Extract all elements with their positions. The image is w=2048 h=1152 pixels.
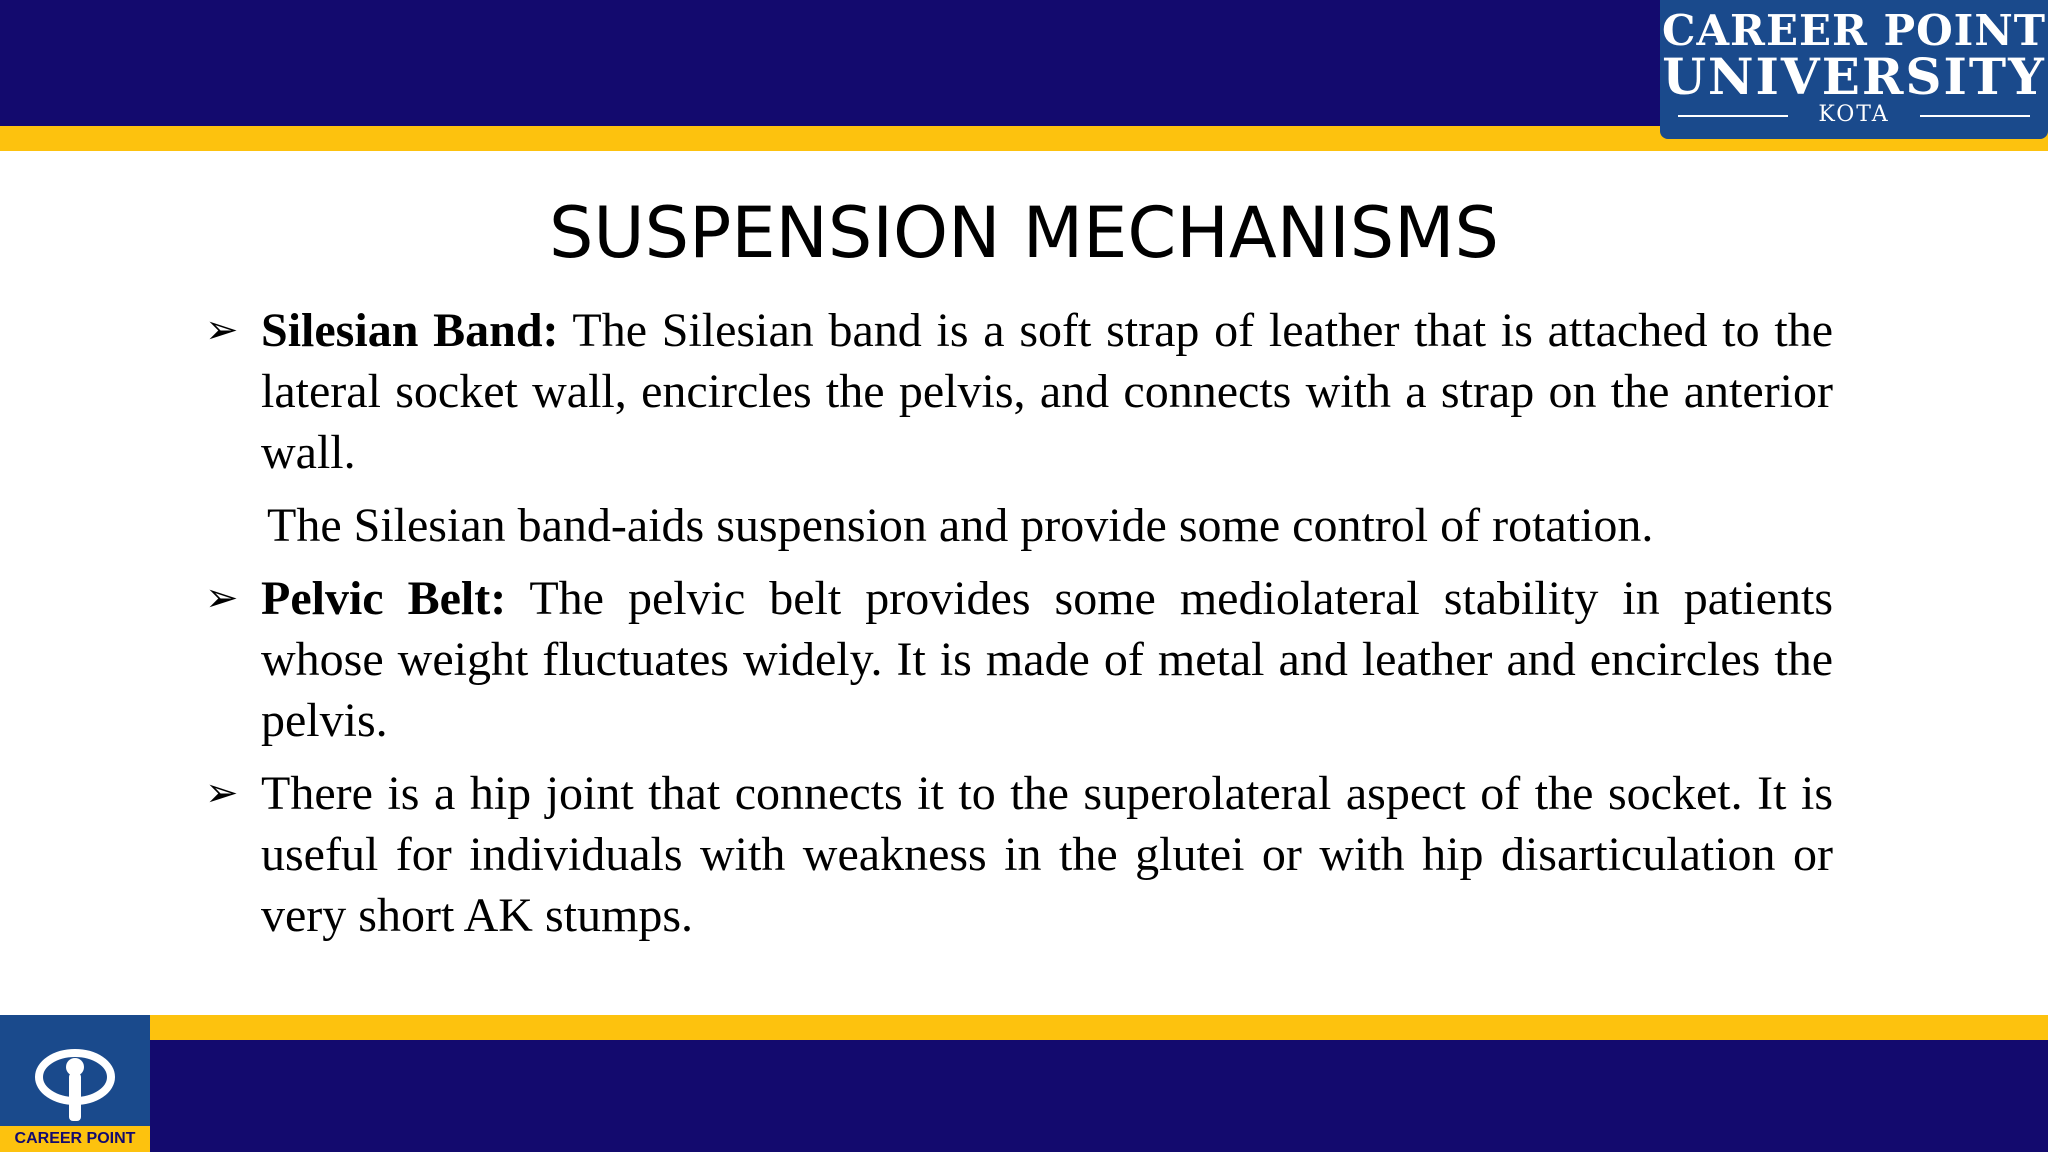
bullet-hip-joint bbox=[205, 763, 1833, 946]
university-logo bbox=[1660, 0, 2048, 139]
footer-band bbox=[150, 1040, 2048, 1152]
logo-line-1: CAREER POINT bbox=[1662, 6, 2046, 55]
logo-line-2: UNIVERSITY bbox=[1662, 47, 2046, 106]
bullet-silesian-band bbox=[205, 300, 1833, 483]
footer-caption: CAREER POINT bbox=[0, 1126, 150, 1152]
bullet-text: The Silesian band is a soft strap of leather that is attached to the lateral socket wall, encircles the pelvis, and connects with a strap on the anterior wall. bbox=[261, 304, 1833, 479]
arrow-bullet-icon: ➢ bbox=[205, 307, 239, 353]
footer-stripe bbox=[150, 1015, 2048, 1040]
arrow-bullet-icon: ➢ bbox=[205, 575, 239, 621]
bullet-heading: Pelvic Belt: bbox=[261, 572, 507, 625]
cp-logo-icon bbox=[28, 1037, 122, 1131]
slide-content bbox=[205, 300, 1833, 946]
logo-rule-right bbox=[1920, 115, 2030, 117]
slide-title: SUSPENSION MECHANISMS bbox=[549, 192, 1499, 274]
bullet-text: There is a hip joint that connects it to the superolateral aspect of the socket. It is useful for individuals with weakness in the glutei or with hip disarticulation or very short AK stumps. bbox=[261, 767, 1833, 942]
bullet-heading: Silesian Band: bbox=[261, 304, 559, 357]
silesian-note: The Silesian band-aids suspension and provide some control of rotation. bbox=[267, 499, 1654, 552]
arrow-bullet-icon: ➢ bbox=[205, 770, 239, 816]
bullet-pelvic-belt bbox=[205, 568, 1833, 751]
logo-line-3: KOTA bbox=[1818, 102, 1890, 127]
bullet-text: The pelvic belt provides some mediolateral stability in patients whose weight fluctuates widely. It is made of metal and leather and encircles the pelvis. bbox=[261, 572, 1833, 747]
